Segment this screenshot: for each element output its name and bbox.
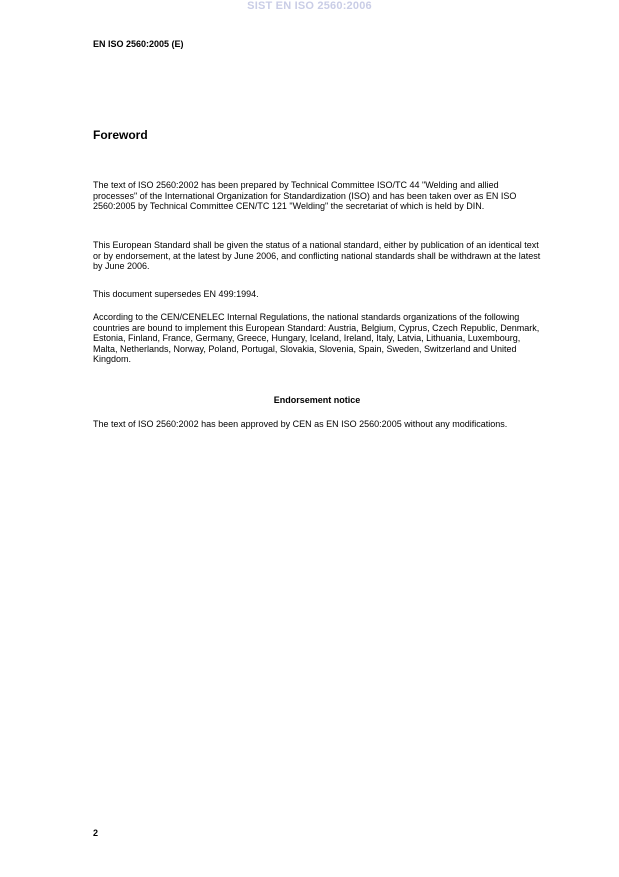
page-number: 2 bbox=[93, 828, 99, 838]
foreword-paragraph-2: This European Standard shall be given the status of a national standard, either by publication of an identical text or by endorsement, at the latest by June 2006, and conflicting national standards shall be withdrawn at the latest by June 2006. bbox=[93, 240, 541, 271]
endorsement-heading: Endorsement notice bbox=[273, 395, 361, 405]
watermark: SIST EN ISO 2560:2006 bbox=[247, 0, 372, 12]
foreword-paragraph-3: This document supersedes EN 499:1994. bbox=[93, 289, 259, 299]
foreword-paragraph-4: According to the CEN/CENELEC Internal Regulations, the national standards organizations of the following countries are bound to implement this European Standard: Austria, Belgium, Cyprus, Czech Republic, Denmark, Estonia, Finland, France, Germany, Greece, Hungary, Iceland, Ireland, Italy, Latvia, Lithuania, Luxembourg, Malta, Netherlands, Norway, Poland, Portugal, Slovakia, Slovenia, Spain, Sweden, Switzerland and United Kingdom. bbox=[93, 312, 540, 364]
document-id: EN ISO 2560:2005 (E) bbox=[93, 39, 184, 49]
foreword-heading: Foreword bbox=[93, 128, 148, 142]
endorsement-paragraph: The text of ISO 2560:2002 has been approved by CEN as EN ISO 2560:2005 without any modifications. bbox=[93, 419, 508, 429]
foreword-paragraph-1: The text of ISO 2560:2002 has been prepared by Technical Committee ISO/TC 44 "Welding and allied processes" of the International Organization for Standardization (ISO) and has been taken over as EN ISO 2560:2005 by Technical Committee CEN/TC 121 "Welding" the secretariat of which is held by DIN. bbox=[93, 180, 517, 211]
